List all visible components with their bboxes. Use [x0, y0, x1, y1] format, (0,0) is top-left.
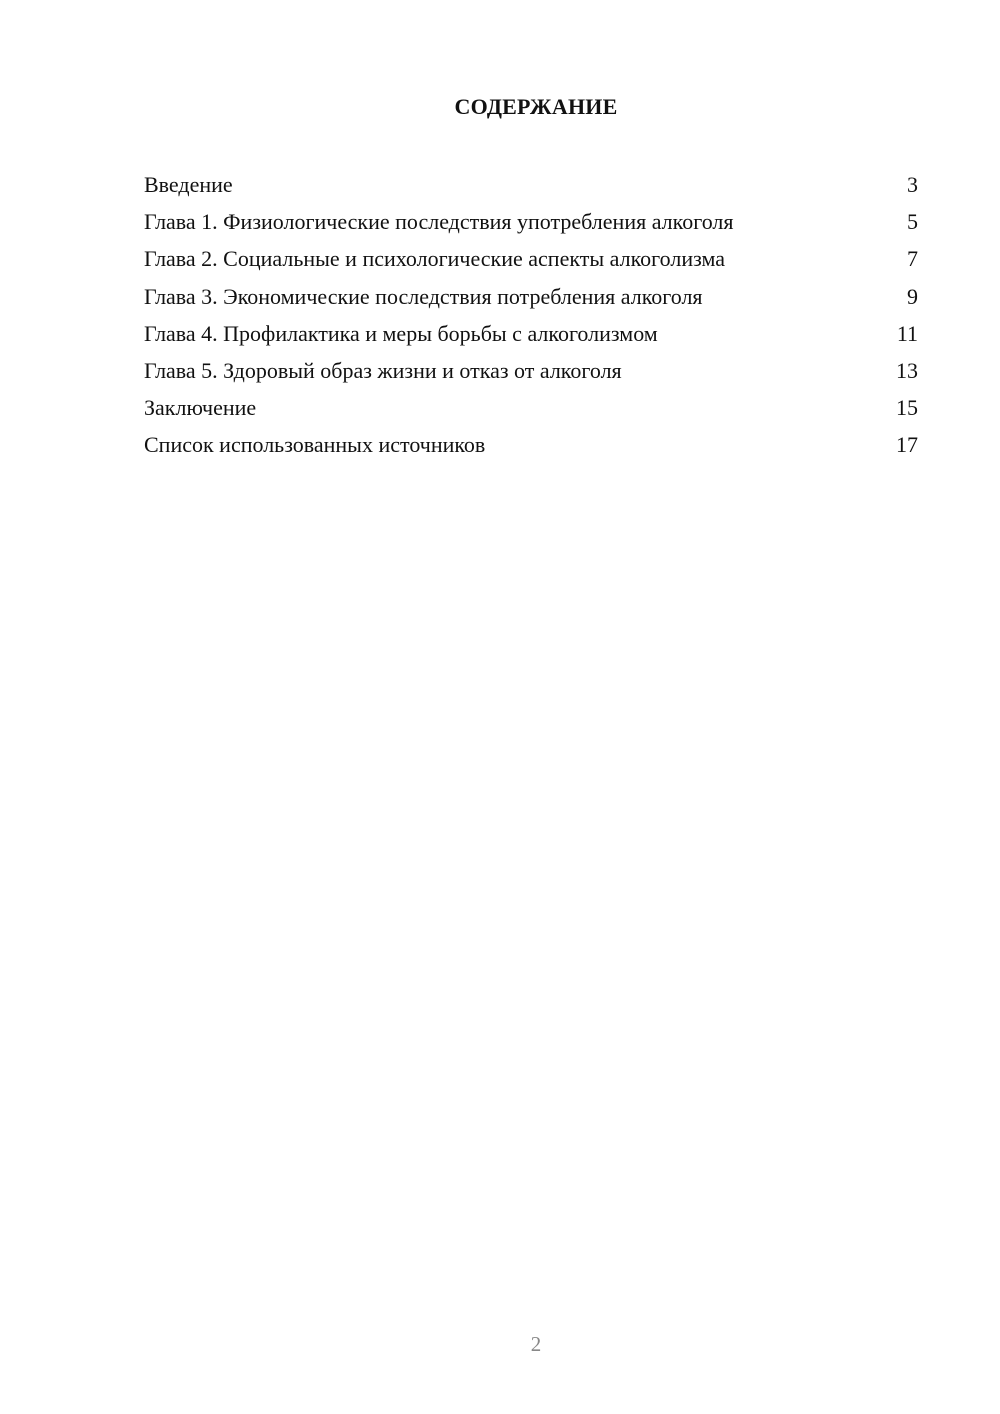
- toc-entry-label: Введение: [144, 172, 233, 197]
- toc-entry-introduction: [144, 166, 918, 203]
- toc-entry-chapter-5: [144, 352, 918, 389]
- page-title: СОДЕРЖАНИЕ: [454, 94, 618, 119]
- toc-entry-page: 13: [896, 357, 918, 383]
- toc-entry-page: 17: [896, 432, 918, 458]
- toc-entry-label: Глава 4. Профилактика и меры борьбы с алкоголизмом: [144, 320, 658, 346]
- toc-entry-references: [144, 426, 918, 463]
- toc-entry-conclusion: [144, 389, 918, 426]
- table-of-contents: [144, 166, 918, 464]
- toc-entry-chapter-3: [144, 278, 918, 315]
- toc-entry-chapter-1: [144, 203, 918, 240]
- toc-entry-label: Глава 1. Физиологические последствия употребления алкоголя: [144, 209, 734, 235]
- toc-entry-label: Глава 5. Здоровый образ жизни и отказ от алкоголя: [144, 357, 622, 383]
- toc-entry-label: Список использованных источников: [144, 432, 486, 458]
- toc-entry-label: Заключение: [144, 395, 257, 421]
- toc-entry-page: 5: [907, 209, 918, 235]
- toc-entry-label: Глава 3. Экономические последствия потребления алкоголя: [144, 283, 703, 309]
- toc-entry-page: 15: [896, 395, 918, 421]
- page-number: 2: [530, 1332, 542, 1356]
- toc-entry-page: 11: [896, 320, 918, 346]
- toc-entry-page: 9: [907, 283, 918, 309]
- toc-entry-page: 7: [907, 246, 918, 272]
- toc-entry-chapter-4: [144, 315, 918, 352]
- toc-entry-chapter-2: [144, 240, 918, 277]
- toc-entry-label: Глава 2. Социальные и психологические аспекты алкоголизма: [144, 246, 726, 272]
- toc-entry-page: 3: [907, 172, 918, 197]
